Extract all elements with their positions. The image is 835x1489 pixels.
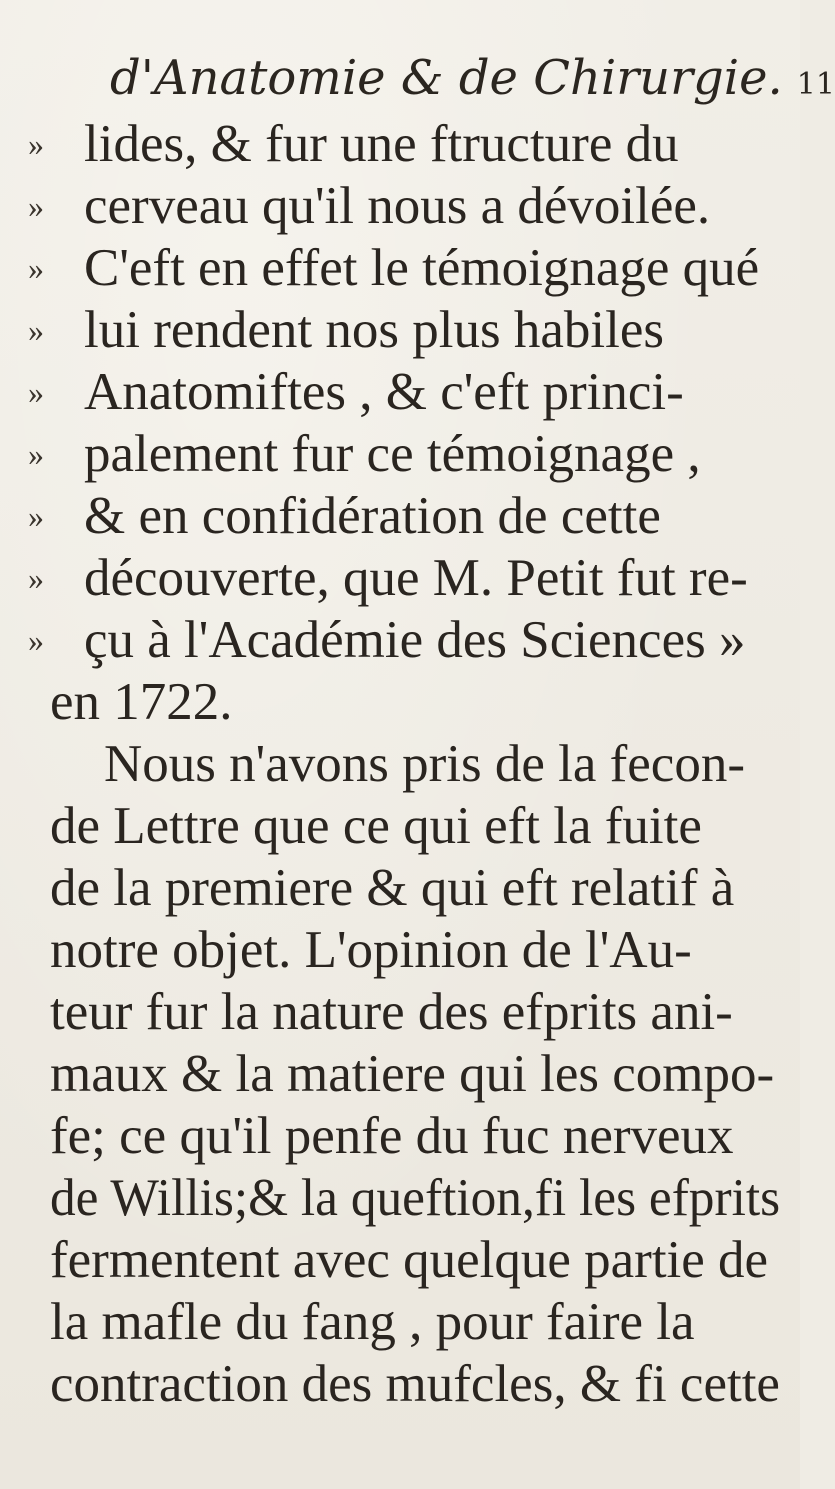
text-line xyxy=(0,794,800,858)
text-line xyxy=(0,546,800,610)
line-text: en 1722. xyxy=(50,673,233,731)
line-text: fe; ce qu'il penfe du fuc nerveux xyxy=(50,1107,734,1165)
quote-mark: » xyxy=(28,126,44,162)
line-text: de Lettre que ce qui eft la fuite xyxy=(50,797,702,855)
line-text: découverte, que M. Petit fut re- xyxy=(84,549,748,607)
quote-mark: » xyxy=(28,622,44,658)
text-line xyxy=(0,236,800,300)
line-text: palement fur ce témoignage , xyxy=(84,425,701,483)
text-line xyxy=(0,1166,800,1230)
line-text: Nous n'avons pris de la fecon- xyxy=(104,735,745,793)
quote-mark: » xyxy=(28,498,44,534)
quote-mark: » xyxy=(28,436,44,472)
line-text: Anatomiftes , & c'eft princi- xyxy=(84,363,684,421)
line-text: C'eft en effet le témoignage qué xyxy=(84,239,760,297)
line-text: lides, & fur une ftructure du xyxy=(84,115,679,173)
text-line xyxy=(0,112,800,176)
line-text: lui rendent nos plus habiles xyxy=(84,301,664,359)
text-line xyxy=(0,980,800,1044)
text-line xyxy=(0,298,800,362)
text-line xyxy=(0,484,800,548)
line-text: teur fur la nature des efprits ani- xyxy=(50,983,733,1041)
text-line xyxy=(0,422,800,486)
line-text: notre objet. L'opinion de l'Au- xyxy=(50,921,692,979)
quote-mark: » xyxy=(28,250,44,286)
text-line xyxy=(0,174,800,238)
text-line xyxy=(0,1290,800,1354)
line-text: de la premiere & qui eft relatif à xyxy=(50,859,735,917)
page-number: 11 xyxy=(796,67,835,102)
line-text: maux & la matiere qui les compo- xyxy=(50,1045,775,1103)
quote-mark: » xyxy=(28,188,44,224)
line-text: de Willis;& la queftion,fi les efprits xyxy=(50,1169,781,1227)
line-text: çu à l'Académie des Sciences » xyxy=(84,611,746,669)
text-line xyxy=(0,1228,800,1292)
text-line xyxy=(0,360,800,424)
line-text: la mafle du fang , pour faire la xyxy=(50,1293,695,1351)
paragraph-first-line xyxy=(0,732,800,796)
quote-mark: » xyxy=(28,312,44,348)
text-line xyxy=(0,1104,800,1168)
text-line xyxy=(0,608,800,672)
quote-mark: » xyxy=(28,374,44,410)
running-header xyxy=(110,48,835,108)
text-line xyxy=(0,856,800,920)
line-text: fermentent avec quelque partie de xyxy=(50,1231,769,1289)
running-head-title: d'Anatomie & de Chirurgie. xyxy=(110,50,783,106)
line-text: cerveau qu'il nous a dévoilée. xyxy=(84,177,711,235)
text-line xyxy=(0,670,800,734)
text-line xyxy=(0,918,800,982)
line-text: contraction des mufcles, & fi cette xyxy=(50,1355,780,1413)
text-line xyxy=(0,1042,800,1106)
line-text: & en confidération de cette xyxy=(84,487,661,545)
text-line xyxy=(0,1352,800,1416)
quote-mark: » xyxy=(28,560,44,596)
